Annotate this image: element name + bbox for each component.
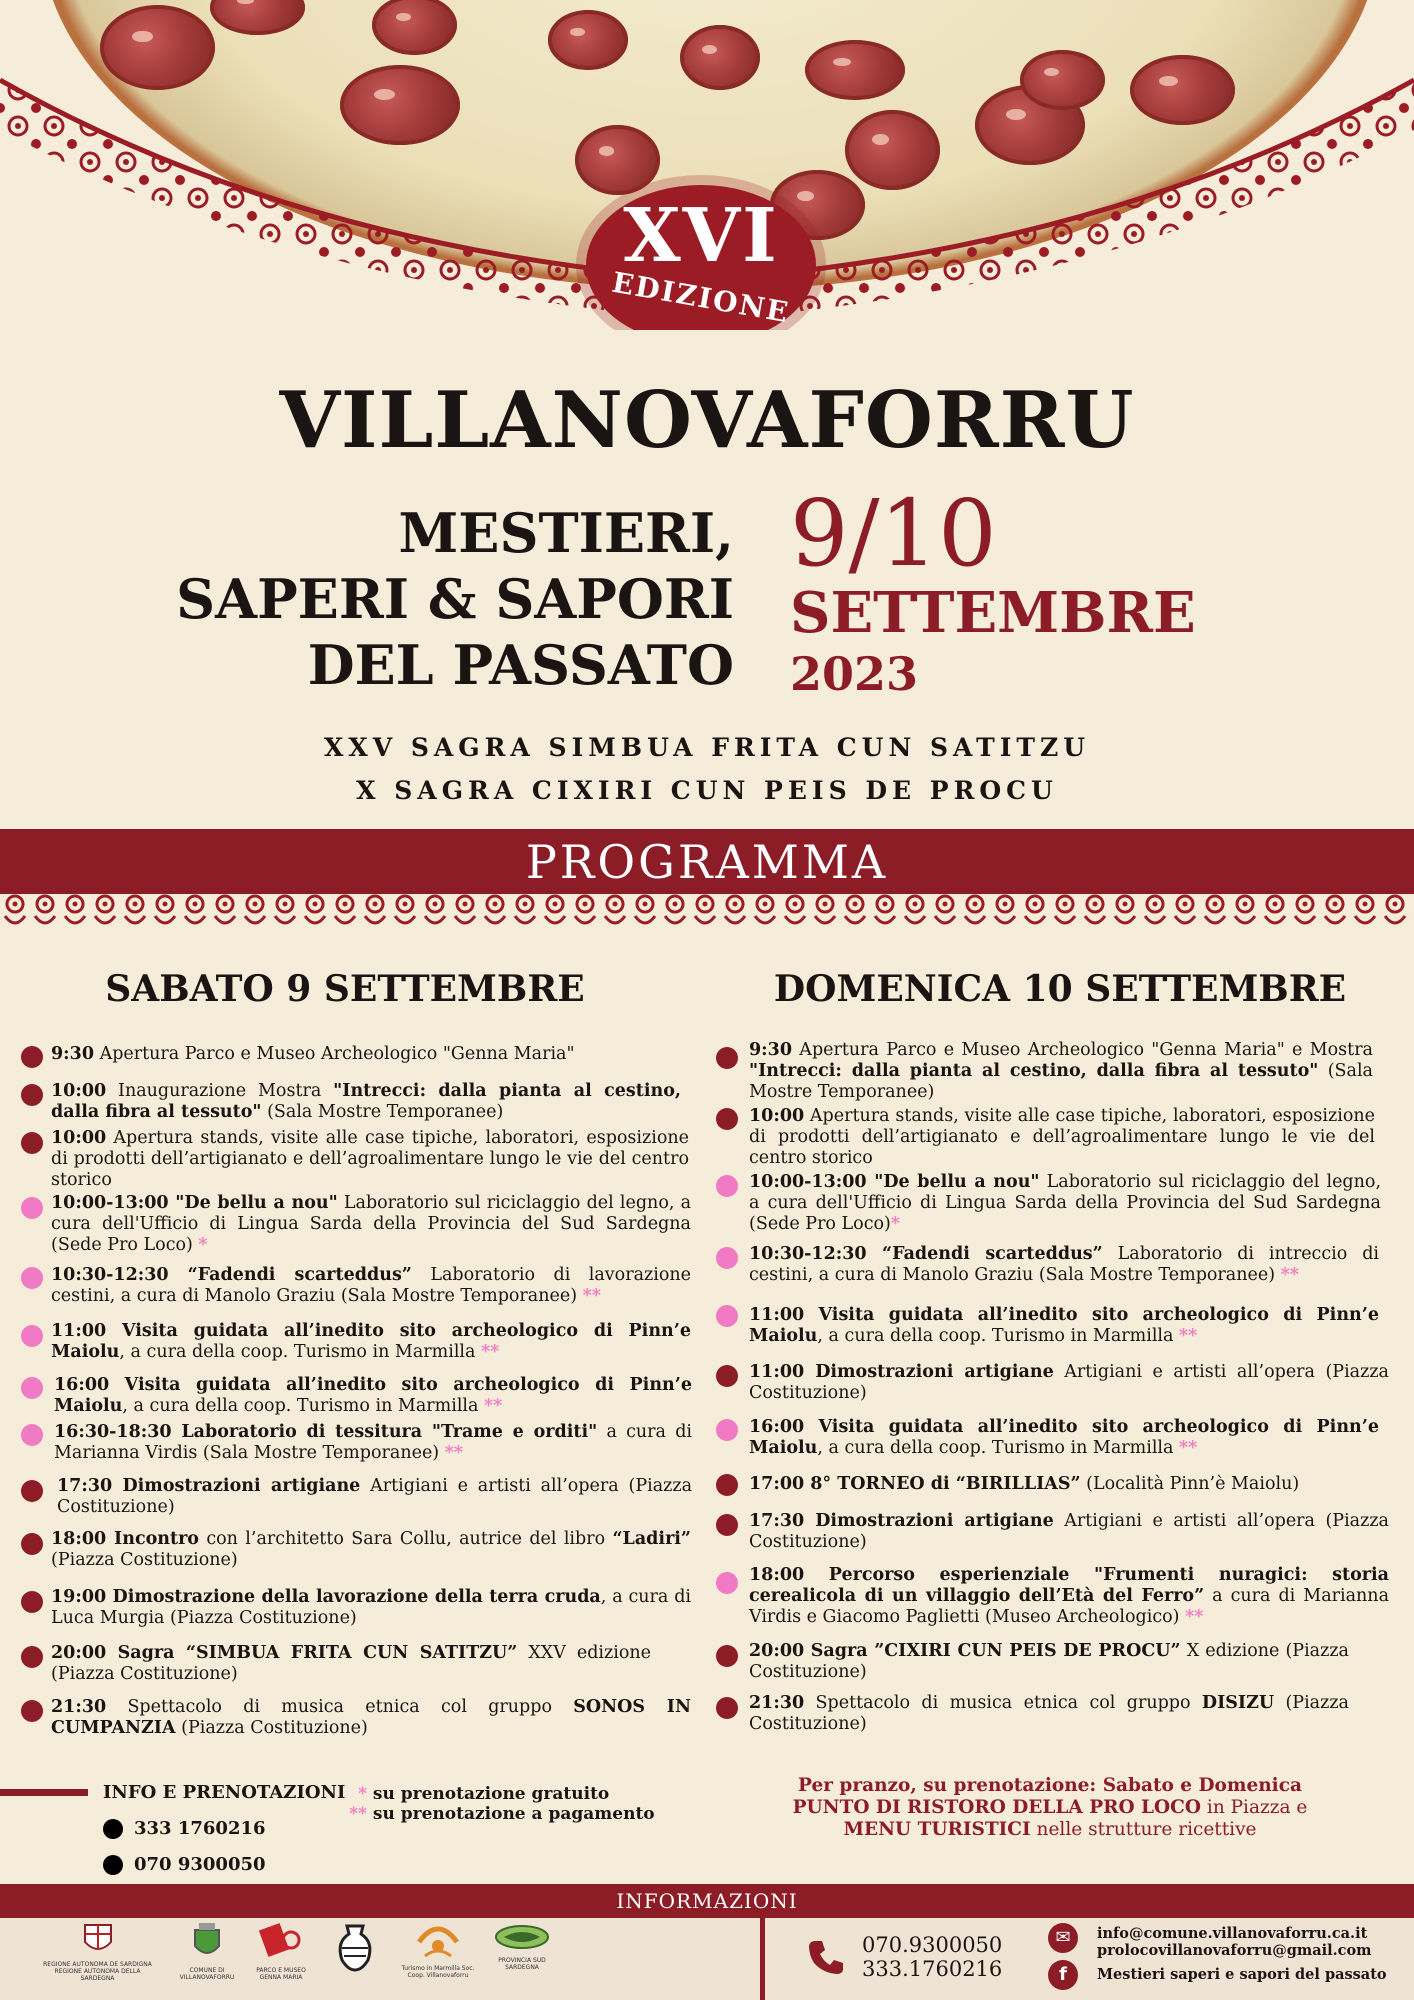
provincia-emblem-icon bbox=[492, 1922, 552, 1952]
bullet-dot bbox=[716, 1247, 738, 1269]
schedule-item bbox=[51, 1265, 691, 1307]
turismo-logo bbox=[398, 1922, 478, 1979]
schedule-item bbox=[749, 1172, 1381, 1235]
item-text: Spettacolo di musica etnica col gruppo bbox=[106, 1697, 574, 1717]
item-text: X edizione (Piazza Costituzione) bbox=[749, 1641, 1349, 1682]
vase-icon bbox=[332, 1922, 378, 1972]
item-text: Apertura Parco e Museo Archeologico "Genna Maria" e Mostra bbox=[792, 1040, 1373, 1060]
star-mark: ** bbox=[444, 1443, 464, 1463]
schedule-item bbox=[57, 1476, 692, 1518]
item-text: Inaugurazione Mostra bbox=[106, 1081, 334, 1101]
legend-text: su prenotazione gratuito bbox=[372, 1784, 610, 1804]
turismo-emblem-icon bbox=[415, 1922, 461, 1960]
bullet-dot bbox=[716, 1572, 738, 1594]
programma-banner bbox=[0, 829, 1414, 894]
sagra-line: XXV SAGRA SIMBUA FRITA CUN SATITZU bbox=[323, 733, 1091, 762]
item-time: 11:00 Visita guidata all’inedito sito archeologico di Pinn’e Maiolu bbox=[51, 1321, 691, 1362]
schedule-item bbox=[51, 1193, 691, 1256]
item-text: (Località Pinn’è Maiolu) bbox=[1080, 1474, 1300, 1494]
info-phone[interactable]: 333 1760216 bbox=[134, 1818, 266, 1839]
email-icon: ✉ bbox=[1048, 1923, 1078, 1953]
phone-icon bbox=[806, 1937, 846, 1977]
item-text: a cura di Marianna Virdis (Sala Mostre Temporanee) bbox=[54, 1422, 693, 1463]
footer-divider bbox=[760, 1918, 765, 2000]
item-time: 10:00 bbox=[51, 1081, 107, 1101]
item-bold: “Ladiri” bbox=[612, 1529, 691, 1549]
item-text: Apertura Parco e Museo Archeologico "Genna Maria" bbox=[94, 1044, 575, 1064]
item-time: 18:00 Percorso esperienziale "Frumenti nuragici: storia cerealicola di un villaggio dell’Età del Ferro” bbox=[749, 1565, 1389, 1606]
footer-phone[interactable]: 333.1760216 bbox=[862, 1957, 1003, 1981]
item-time: 10:30-12:30 “Fadendi scarteddus” bbox=[51, 1265, 412, 1285]
legend-item bbox=[345, 1804, 655, 1824]
item-time: 16:30-18:30 Laboratorio di tessitura "Trame e orditi" bbox=[54, 1422, 598, 1442]
edition-number: XVI bbox=[623, 193, 779, 279]
facebook-page[interactable]: Mestieri saperi e sapori del passato bbox=[1097, 1966, 1387, 1983]
star-mark: ** bbox=[1185, 1607, 1204, 1627]
item-time: 11:00 Visita guidata all’inedito sito archeologico di Pinn’e Maiolu bbox=[749, 1305, 1379, 1346]
schedule-item bbox=[749, 1040, 1373, 1103]
item-bold: "Intrecci: dalla pianta al cestino, dalla fibra al tessuto" bbox=[51, 1081, 681, 1122]
item-text: a cura di Marianna Virdis e Giacomo Paglietti (Museo Archeologico) bbox=[749, 1586, 1389, 1627]
item-text: , a cura della coop. Turismo in Marmilla bbox=[817, 1326, 1180, 1346]
schedule-item bbox=[749, 1417, 1379, 1459]
comune-logo bbox=[172, 1922, 242, 1981]
item-text: Spettacolo di musica etnica col gruppo bbox=[804, 1693, 1202, 1713]
date-year: 2023 bbox=[790, 647, 919, 701]
item-text: Laboratorio di lavorazione cestini, a cura di Manolo Graziu (Sala Mostre Temporanee) bbox=[51, 1265, 691, 1306]
bullet-dot bbox=[21, 1480, 43, 1502]
item-text: , a cura della coop. Turismo in Marmilla bbox=[122, 1396, 485, 1416]
item-text: Laboratorio sul riciclaggio del legno, a cura dell'Ufficio di Lingua Sarda della Provincia del Sud Sardegna (Sede Pro Loco) bbox=[51, 1193, 692, 1255]
item-time: 10:00 bbox=[749, 1106, 805, 1126]
lunch-line bbox=[780, 1819, 1320, 1841]
item-text: , a cura di Luca Murgia (Piazza Costituzione) bbox=[51, 1587, 692, 1628]
schedule-item bbox=[749, 1693, 1349, 1735]
schedule-item bbox=[749, 1565, 1389, 1628]
event-date bbox=[790, 480, 1196, 702]
schedule-item bbox=[51, 1044, 691, 1065]
subtitle-line: MESTIERI, bbox=[398, 501, 734, 565]
item-time: 18:00 Incontro bbox=[51, 1529, 199, 1549]
footer-email[interactable]: prolocovillanovaforru@gmail.com bbox=[1097, 1942, 1372, 1959]
bullet-dot bbox=[716, 1108, 738, 1130]
lunch-bold: PUNTO DI RISTORO DELLA PRO LOCO bbox=[792, 1797, 1202, 1818]
schedule-item bbox=[749, 1244, 1379, 1286]
item-time: 17:30 Dimostrazioni artigiane bbox=[749, 1511, 1054, 1531]
item-text: Laboratorio sul riciclaggio del legno, a cura dell'Ufficio di Lingua Sarda della Provincia del Sud Sardegna (Sede Pro Loco) bbox=[749, 1172, 1382, 1234]
star-mark: ** bbox=[349, 1804, 367, 1824]
comune-emblem-icon bbox=[190, 1922, 224, 1962]
item-time: 10:00 bbox=[51, 1128, 107, 1148]
item-text: Artigiani e artisti all’opera (Piazza Costituzione) bbox=[749, 1362, 1389, 1403]
item-text: con l’architetto Sara Collu, autrice del libro bbox=[198, 1529, 613, 1549]
bullet-dot bbox=[21, 1377, 43, 1399]
bullet-dot bbox=[103, 1855, 123, 1875]
sunday-title: DOMENICA 10 SETTEMBRE bbox=[773, 968, 1347, 1010]
sagra-line: X SAGRA CIXIRI CUN PEIS DE PROCU bbox=[356, 776, 1058, 805]
footer-phone[interactable]: 070.9300050 bbox=[862, 1933, 1003, 1957]
hero-image bbox=[0, 0, 1414, 330]
legend-text: su prenotazione a pagamento bbox=[372, 1804, 655, 1824]
item-text: XXV edizione (Piazza Costituzione) bbox=[51, 1643, 651, 1684]
schedule-item bbox=[749, 1511, 1389, 1553]
bullet-dot bbox=[21, 1267, 43, 1289]
item-time: 17:00 8° TORNEO di “BIRILLIAS” bbox=[749, 1474, 1081, 1494]
info-rule bbox=[0, 1789, 88, 1796]
schedule-item bbox=[51, 1321, 691, 1363]
programma-title: PROGRAMMA bbox=[525, 835, 889, 889]
schedule-item bbox=[51, 1529, 691, 1571]
schedule-item bbox=[51, 1081, 681, 1123]
item-time: 10:00-13:00 "De bellu a nou" bbox=[749, 1172, 1040, 1192]
bullet-dot bbox=[716, 1474, 738, 1496]
item-time: 10:30-12:30 “Fadendi scarteddus” bbox=[749, 1244, 1103, 1264]
info-title: INFO E PRENOTAZIONI bbox=[103, 1782, 346, 1803]
item-text: Laboratorio di intreccio di cestini, a cura di Manolo Graziu (Sala Mostre Temporanee) bbox=[749, 1244, 1379, 1285]
star-mark: ** bbox=[481, 1342, 500, 1362]
lunch-line bbox=[780, 1797, 1320, 1819]
page-title: VILLANOVAFORRU bbox=[279, 375, 1135, 466]
lunch-line: Per pranzo, su prenotazione: Sabato e Domenica bbox=[798, 1775, 1302, 1796]
bullet-dot bbox=[716, 1514, 738, 1536]
logo-caption: PARCO E MUSEO GENNA MARIA bbox=[256, 1967, 306, 1981]
info-phone[interactable]: 070 9300050 bbox=[134, 1854, 266, 1875]
bullet-dot bbox=[21, 1325, 43, 1347]
schedule-item bbox=[51, 1128, 689, 1191]
schedule-item bbox=[749, 1474, 1379, 1495]
footer-email[interactable]: info@comune.villanovaforru.ca.it bbox=[1097, 1925, 1368, 1942]
event-subtitle bbox=[176, 500, 734, 698]
edition-label: EDIZIONE bbox=[609, 265, 793, 330]
item-time: 20:00 Sagra ”CIXIRI CUN PEIS DE PROCU” bbox=[749, 1641, 1181, 1661]
item-time: 19:00 Dimostrazione della lavorazione della terra cruda bbox=[51, 1587, 601, 1607]
schedule-item bbox=[749, 1106, 1375, 1169]
schedule-item bbox=[54, 1375, 692, 1417]
item-text: , a cura della coop. Turismo in Marmilla bbox=[119, 1342, 482, 1362]
bullet-dot bbox=[21, 1197, 43, 1219]
bullet-dot bbox=[716, 1419, 738, 1441]
parco-logo bbox=[248, 1922, 314, 1981]
item-time: 9:30 bbox=[749, 1040, 792, 1060]
schedule-item bbox=[749, 1641, 1349, 1683]
bullet-dot bbox=[21, 1046, 43, 1068]
subtitle-line: DEL PASSATO bbox=[307, 633, 734, 697]
schedule-item bbox=[54, 1422, 692, 1464]
bullet-dot bbox=[716, 1645, 738, 1667]
date-month: SETTEMBRE bbox=[790, 580, 1196, 646]
provincia-logo bbox=[487, 1922, 557, 1971]
schedule-item bbox=[749, 1362, 1389, 1404]
lunch-rest: in Piazza e bbox=[1201, 1797, 1308, 1818]
star-mark: ** bbox=[1179, 1326, 1198, 1346]
bullet-dot bbox=[21, 1424, 43, 1446]
bullet-dot bbox=[716, 1047, 738, 1069]
star-mark: ** bbox=[1280, 1265, 1299, 1285]
star-mark: ** bbox=[582, 1286, 601, 1306]
regione-emblem-icon bbox=[81, 1922, 115, 1956]
bullet-dot bbox=[21, 1084, 43, 1106]
item-time: 9:30 bbox=[51, 1044, 94, 1064]
lunch-info bbox=[780, 1775, 1320, 1841]
legend-item bbox=[345, 1784, 609, 1804]
lunch-bold: MENU TURISTICI bbox=[843, 1819, 1031, 1840]
bullet-dot bbox=[716, 1305, 738, 1327]
schedule-item bbox=[51, 1697, 691, 1739]
date-days: 9/10 bbox=[790, 480, 997, 587]
item-text: , a cura della coop. Turismo in Marmilla bbox=[817, 1438, 1180, 1458]
subtitle-line: SAPERI & SAPORI bbox=[176, 567, 734, 631]
schedule-item bbox=[51, 1643, 651, 1685]
saturday-title: SABATO 9 SETTEMBRE bbox=[105, 968, 585, 1010]
bullet-dot bbox=[716, 1697, 738, 1719]
logo-caption: Turismo in Marmilla Soc. Coop. Villanovaforru bbox=[401, 1965, 475, 1979]
item-after: (Piazza Costituzione) bbox=[51, 1550, 238, 1570]
bullet-dot bbox=[21, 1700, 43, 1722]
item-time: 17:30 Dimostrazioni artigiane bbox=[57, 1476, 361, 1496]
lunch-rest: nelle strutture ricettive bbox=[1030, 1819, 1257, 1840]
regione-logo bbox=[40, 1922, 155, 1982]
parco-emblem-icon bbox=[259, 1922, 303, 1962]
star-mark: ** bbox=[484, 1396, 503, 1416]
item-text: Apertura stands, visite alle case tipiche, laboratori, esposizione di prodotti dell’artigianato e dell’agroalimentare lungo le vie del centro storico bbox=[749, 1106, 1375, 1168]
item-bold: DISIZU bbox=[1201, 1693, 1275, 1713]
item-time: 16:00 Visita guidata all’inedito sito archeologico di Pinn’e Maiolu bbox=[749, 1417, 1379, 1458]
vase-logo bbox=[323, 1922, 387, 1977]
item-time: 21:30 bbox=[749, 1693, 805, 1713]
item-after: (Sala Mostre Temporanee) bbox=[749, 1061, 1373, 1102]
item-time: 10:00-13:00 "De bellu a nou" bbox=[51, 1193, 338, 1213]
item-text: Artigiani e artisti all’opera (Piazza Costituzione) bbox=[57, 1476, 692, 1517]
item-time: 21:30 bbox=[51, 1697, 107, 1717]
bullet-dot bbox=[21, 1646, 43, 1668]
item-time: 16:00 Visita guidata all’inedito sito archeologico di Pinn’e Maiolu bbox=[54, 1375, 692, 1416]
star-mark: * bbox=[890, 1214, 901, 1234]
bullet-dot bbox=[103, 1819, 123, 1839]
schedule-item bbox=[51, 1587, 691, 1629]
star-mark: * bbox=[198, 1235, 208, 1255]
logo-caption: REGIONE AUTONOMA DE SARDIGNA REGIONE AUTONOMA DELLA SARDEGNA bbox=[43, 1961, 152, 1982]
item-time: 11:00 Dimostrazioni artigiane bbox=[749, 1362, 1054, 1382]
logo-caption: COMUNE DI VILLANOVAFORRU bbox=[179, 1967, 235, 1981]
bullet-dot bbox=[21, 1132, 43, 1154]
item-time: 20:00 Sagra “SIMBUA FRITA CUN SATITZU” bbox=[51, 1643, 518, 1663]
item-bold: SONOS IN CUMPANZIA bbox=[51, 1697, 691, 1738]
item-after: (Piazza Costituzione) bbox=[175, 1718, 368, 1738]
logo-caption: PROVINCIA SUD SARDEGNA bbox=[498, 1957, 546, 1971]
item-bold: "Intrecci: dalla pianta al cestino, dalla fibra al tessuto" bbox=[749, 1061, 1319, 1081]
item-text: Artigiani e artisti all’opera (Piazza Costituzione) bbox=[749, 1511, 1389, 1552]
facebook-icon: f bbox=[1048, 1960, 1078, 1990]
schedule-item bbox=[749, 1305, 1379, 1347]
item-after: (Piazza Costituzione) bbox=[749, 1693, 1349, 1734]
bullet-dot bbox=[21, 1591, 43, 1613]
star-mark: * bbox=[358, 1784, 367, 1804]
footer-title: INFORMAZIONI bbox=[616, 1889, 798, 1913]
star-mark: ** bbox=[1179, 1438, 1198, 1458]
bullet-dot bbox=[716, 1175, 738, 1197]
item-after: (Sala Mostre Temporanee) bbox=[261, 1102, 504, 1122]
lace-border-band bbox=[0, 890, 1414, 930]
footer-banner bbox=[0, 1884, 1414, 1918]
item-text: Apertura stands, visite alle case tipiche, laboratori, esposizione di prodotti dell’artigianato e dell’agroalimentare lungo le vie del centro storico bbox=[51, 1128, 689, 1190]
bullet-dot bbox=[21, 1533, 43, 1555]
edition-badge bbox=[586, 185, 816, 330]
bullet-dot bbox=[716, 1365, 738, 1387]
